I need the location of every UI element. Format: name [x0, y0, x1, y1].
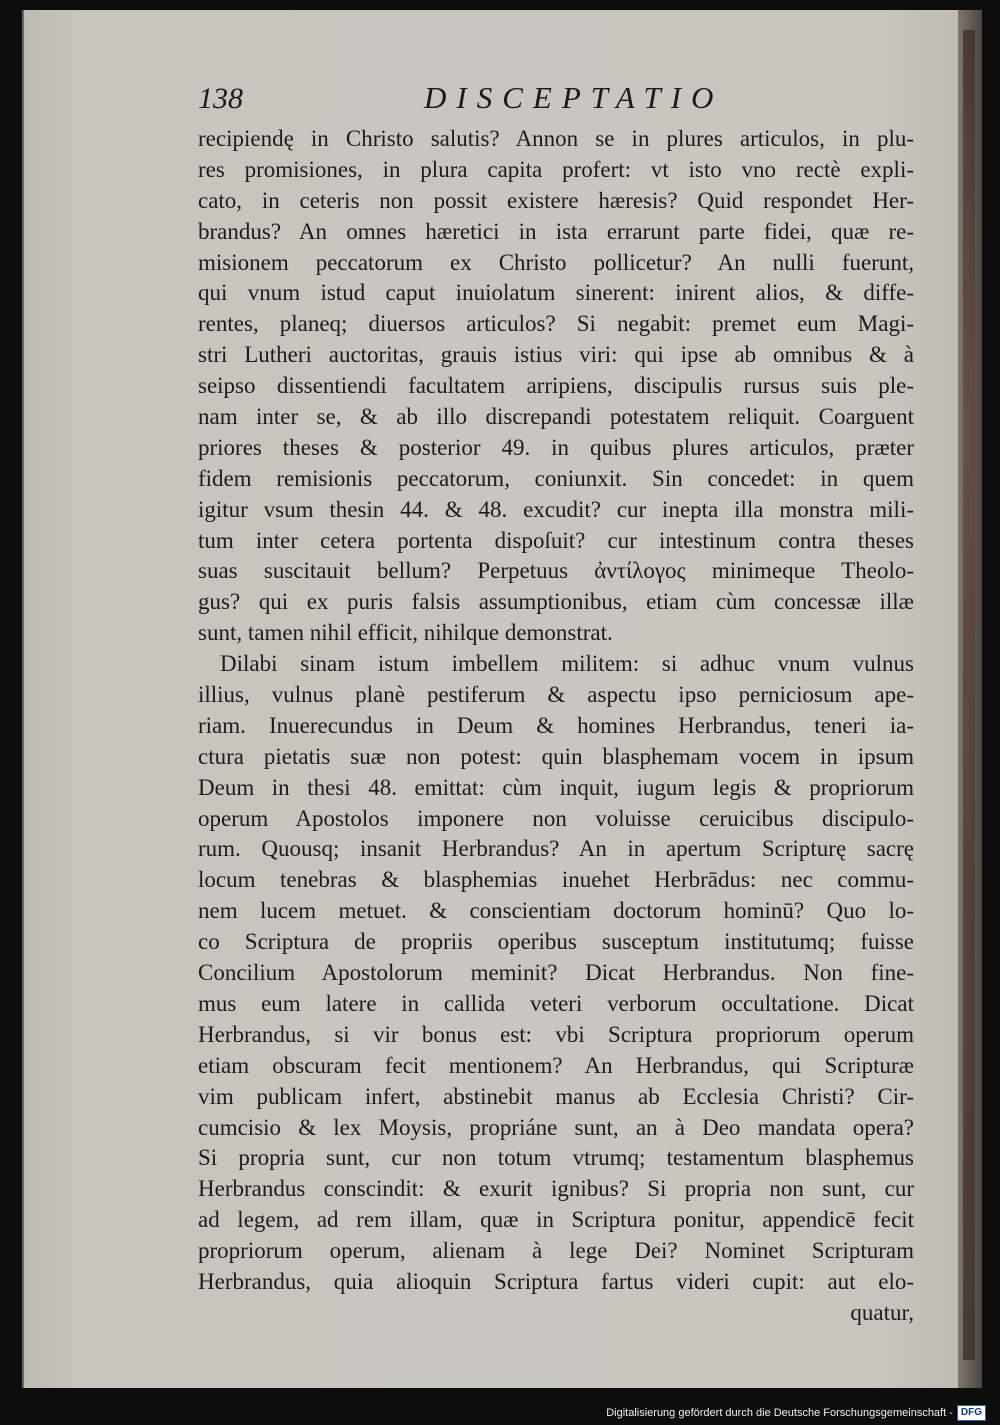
text-line: illius, vulnus planè pestiferum & aspectu ipso perniciosum ape-	[198, 682, 914, 708]
text-line: etiam obscuram fecit mentionem? An Herbrandus, qui Scripturæ	[198, 1052, 914, 1078]
text-line: cato, in ceteris non possit existere hæresis? Quid respondet Her-	[198, 187, 914, 213]
catchword: quatur,	[850, 1299, 914, 1325]
body-text	[198, 124, 914, 1329]
text-line: recipiendę in Christo salutis? Annon se in plures articulos, in plu-	[198, 126, 914, 151]
text-line: Herbrandus conscindit: & exurit ignibus? Si propria non sunt, cur	[198, 1176, 914, 1202]
text-line: fidem remisionis peccatorum, coniunxit. Sin concedet: in quem	[198, 465, 914, 491]
text-line: stri Lutheri auctoritas, grauis istius viri: qui ipse ab omnibus & à	[198, 342, 914, 368]
page-number: 138	[198, 82, 243, 115]
text-line: Si propria sunt, cur non totum vtrumq; testamentum blasphemus	[198, 1145, 914, 1171]
text-line: Herbrandus, si vir bonus est: vbi Scriptura propriorum operum	[198, 1021, 914, 1047]
text-line: Herbrandus, quia alioquin Scriptura fartus videri cupit: aut elo-	[198, 1268, 914, 1294]
text-line-paragraph-end: sunt, tamen nihil efficit, nihilque demonstrat.	[198, 620, 613, 646]
text-line: res promisiones, in plura capita profert: vt isto vno rectè expli-	[198, 156, 914, 182]
digitization-footer	[606, 1404, 986, 1422]
text-line: Deum in thesi 48. emittat: cùm inquit, iugum legis & propriorum	[198, 774, 914, 800]
text-line: qui vnum istud caput inuiolatum sinerent: inirent alios, & diffe-	[198, 280, 914, 306]
text-line: rentes, planeq; diuersos articulos? Si negabit: premet eum Magi-	[198, 311, 914, 337]
text-line: seipso dissentiendi facultatem arripiens, discipulis rursus suis ple-	[198, 373, 914, 399]
text-line: rum. Quousq; insanit Herbrandus? An in apertum Scripturę sacrę	[198, 836, 914, 862]
text-line: vim publicam infert, abstinebit manus ab Ecclesia Christi? Cir-	[198, 1083, 914, 1109]
text-line-paragraph-start: Dilabi sinam istum imbellem militem: si adhuc vnum vulnus	[220, 651, 914, 677]
text-line: nam inter se, & ab illo discrepandi potestatem reliquit. Coarguent	[198, 404, 914, 430]
text-line: nem lucem metuet. & conscientiam doctorum hominū? Quo lo-	[198, 898, 914, 924]
binding-strip	[963, 30, 975, 1360]
text-line: cumcisio & lex Moysis, propriáne sunt, an à Deo mandata opera?	[198, 1114, 914, 1140]
text-line: gus? qui ex puris falsis assumptionibus, etiam cùm concessæ illæ	[198, 589, 914, 615]
text-line: locum tenebras & blasphemias inuehet Herbrādus: nec commu-	[198, 867, 914, 893]
text-line: priores theses & posterior 49. in quibus plures articulos, præter	[198, 434, 914, 460]
funding-credit: Digitalisierung gefördert durch die Deutsche Forschungsgemeinschaft -	[606, 1407, 953, 1419]
text-line: igitur vsum thesin 44. & 48. excudit? cur inepta illa monstra mili-	[198, 496, 914, 522]
text-line: tum inter cetera portenta dispoſuit? cur intestinum contra theses	[198, 527, 914, 553]
text-line: riam. Inuerecundus in Deum & homines Herbrandus, teneri ia-	[198, 712, 914, 738]
text-line: brandus? An omnes hæretici in ista errarunt parte fidei, quæ re-	[198, 218, 914, 244]
text-line: operum Apostolos imponere non voluisse ceruicibus discipulo-	[198, 805, 914, 831]
text-line: suas suscitauit bellum? Perpetuus ἀντίλογος minimeque Theolo-	[198, 558, 914, 584]
text-line: ad legem, ad rem illam, quæ in Scriptura ponitur, appendicē fecit	[198, 1207, 914, 1233]
text-line: misionem peccatorum ex Christo pollicetur? An nulli fuerunt,	[198, 249, 914, 275]
running-title: DISCEPTATIO	[424, 80, 724, 115]
dfg-logo-icon: DFG	[957, 1405, 986, 1421]
text-line: co Scriptura de propriis operibus susceptum institutumq; fuisse	[198, 929, 914, 955]
running-head	[198, 80, 914, 120]
text-line: ctura pietatis suæ non potest: quin blasphemam vocem in ipsum	[198, 743, 914, 769]
text-line: propriorum operum, alienam à lege Dei? Nominet Scripturam	[198, 1238, 914, 1264]
text-line: mus eum latere in callida veteri verborum occultatione. Dicat	[198, 990, 914, 1016]
text-line: Concilium Apostolorum meminit? Dicat Herbrandus. Non fine-	[198, 960, 914, 986]
